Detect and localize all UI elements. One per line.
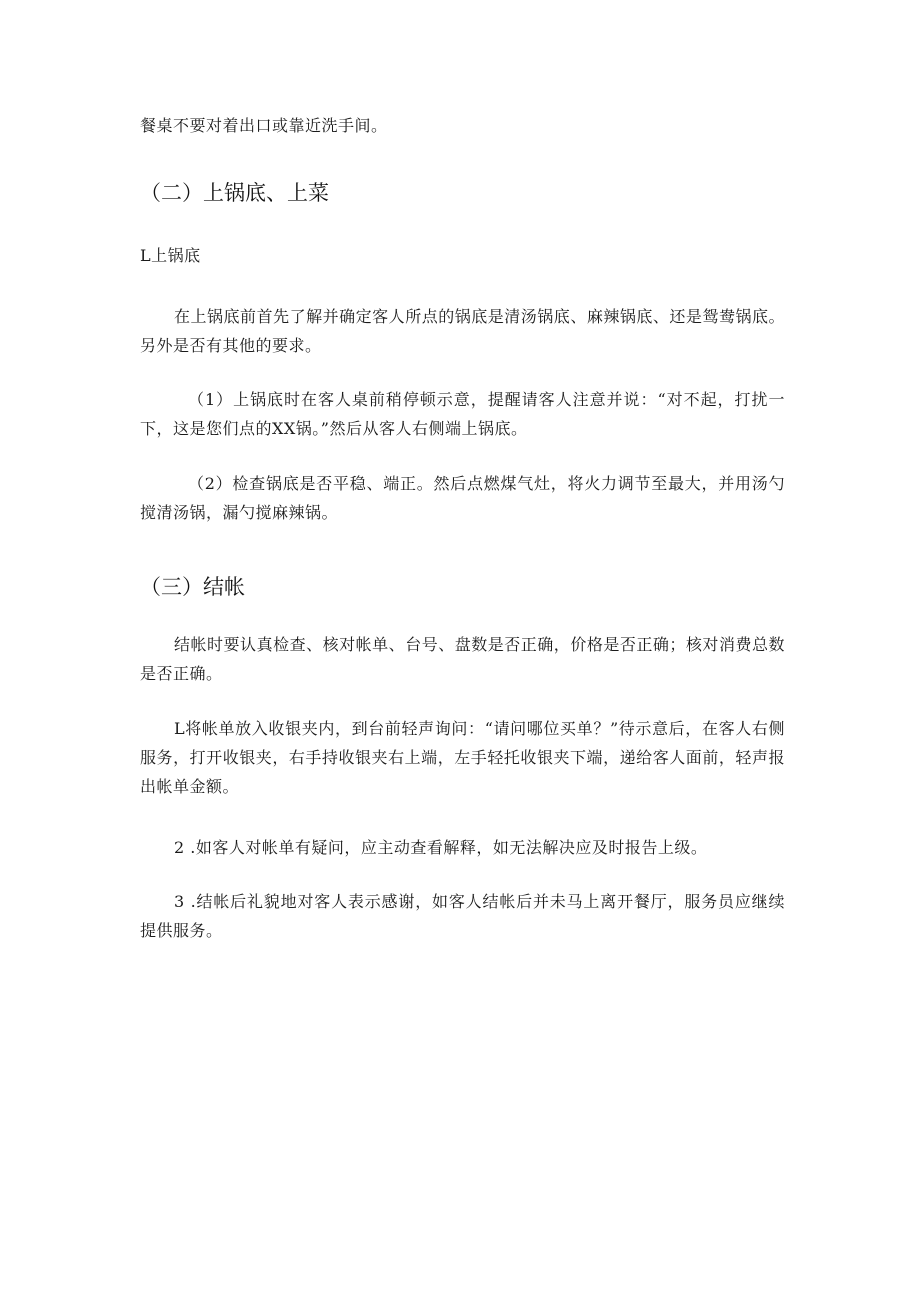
- section-heading-checkout: （三）结帐: [140, 575, 245, 599]
- paragraph-step-2: （2）检查锅底是否平稳、端正。然后点燃煤气灶，将火力调节至最大，并用汤勺搅清汤锅，漏勺搅麻辣锅。: [140, 474, 785, 522]
- paragraph-step-1: （1）上锅底时在客人桌前稍停顿示意，提醒请客人注意并说：“对不起，打扰一下，这是您们点的XX锅。”然后从客人右侧端上锅底。: [140, 390, 785, 438]
- sub-heading-hotpot-base: L上锅底: [140, 246, 201, 265]
- paragraph-checkout-step-2: 2 .如客人对帐单有疑问，应主动查看解释，如无法解决应及时报告上级。: [174, 838, 708, 857]
- paragraph-checkout-step-1: L将帐单放入收银夹内，到台前轻声询问：“请问哪位买单？”待示意后，在客人右侧服务，打开收银夹，右手持收银夹右上端，左手轻托收银夹下端，递给客人面前，轻声报出帐单金额。: [140, 719, 785, 796]
- paragraph-confirm-base: 在上锅底前首先了解并确定客人所点的锅底是清汤锅底、麻辣锅底、还是鸳鸯锅底。另外是否有其他的要求。: [140, 307, 785, 355]
- intro-line: 餐桌不要对着出口或靠近洗手间。: [140, 116, 388, 135]
- paragraph-checkout-step-3: 3 .结帐后礼貌地对客人表示感谢，如客人结帐后并未马上离开餐厅，服务员应继续提供服务。: [140, 892, 785, 940]
- section-heading-serving-hotpot: （二）上锅底、上菜: [140, 181, 329, 205]
- paragraph-check-bill: 结帐时要认真检查、核对帐单、台号、盘数是否正确，价格是否正确；核对消费总数是否正确。: [140, 635, 785, 683]
